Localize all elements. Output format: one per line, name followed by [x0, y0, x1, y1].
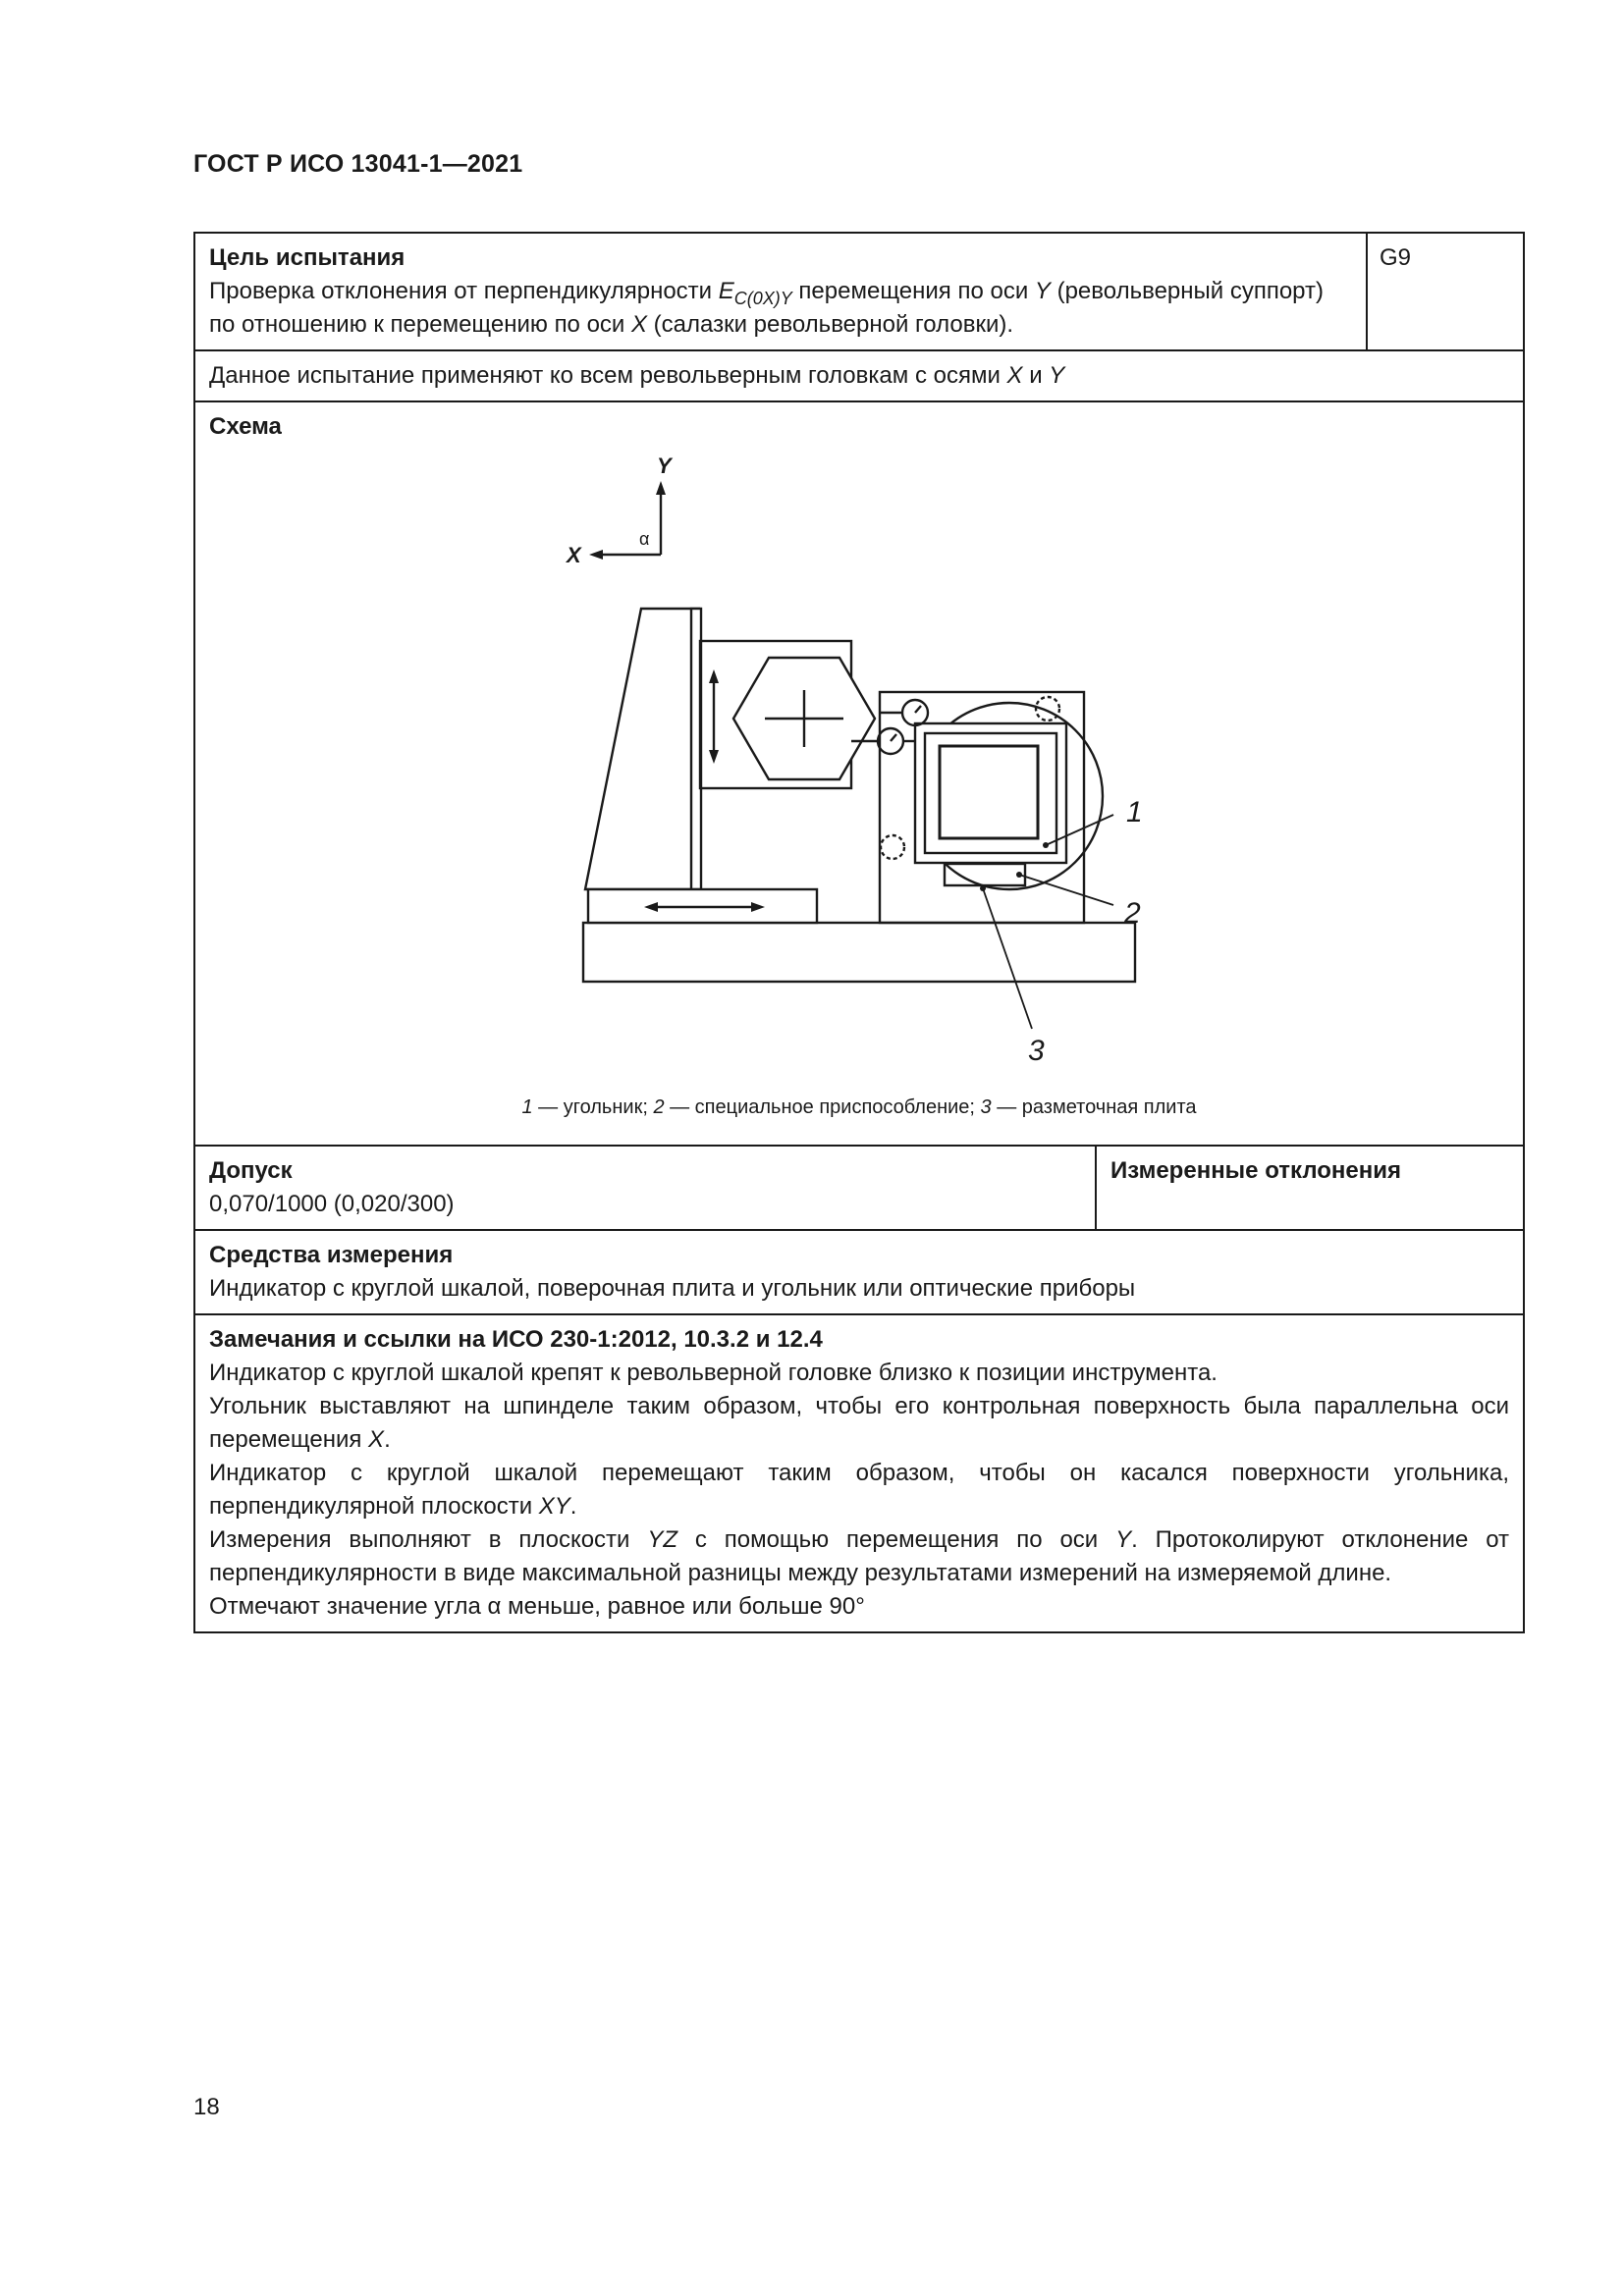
- symbol-e: E: [718, 278, 734, 304]
- diagram-row: [195, 402, 1523, 1147]
- instruments-text: Индикатор с круглой шкалой, поверочная плита и угольник или оптические приборы: [209, 1275, 1136, 1302]
- callout-2: 2: [1124, 897, 1141, 930]
- page-number: 18: [193, 2094, 220, 2120]
- tolerance-title: Допуск: [209, 1157, 293, 1184]
- notes-title: Замечания и ссылки на ИСО 230-1:2012, 10.3.2 и 12.4: [209, 1326, 823, 1353]
- notes-paragraph-2: Угольник выставляют на шпинделе таким образом, чтобы его контрольная поверхность была параллельна оси перемещения X.: [209, 1393, 1509, 1453]
- special-fixture: [945, 864, 1025, 885]
- applicability-text: Данное испытание применяют ко всем револьверным головкам с осями X и Y: [195, 349, 1523, 400]
- notes-paragraph-1: Индикатор с круглой шкалой крепят к револьверной головке близко к позиции инструмента.: [209, 1360, 1218, 1386]
- objective-text: Проверка отклонения от перпендикулярности $E_{C(0X)Y}$ перемещения по оси Y (револьверный суппорт) по отношению к перемещению по оси X (салазки револьверной головки).: [209, 278, 1324, 338]
- tolerance-cell: [195, 1147, 1097, 1229]
- objective-title: Цель испытания: [209, 244, 406, 271]
- machine-base: [583, 923, 1135, 982]
- notes-row: [195, 1315, 1523, 1631]
- symbol-subscript: C(0X)Y: [733, 289, 792, 308]
- diagram-title: Схема: [209, 413, 282, 440]
- angle-alpha-label: α: [639, 529, 650, 549]
- notes-paragraph-3: Индикатор с круглой шкалой перемещают таким образом, чтобы он касался поверхности угольника, перпендикулярной плоскости XY.: [209, 1460, 1509, 1520]
- axis-y-label: Y: [657, 454, 672, 478]
- objective-cell: [195, 234, 1368, 349]
- objective-row: [195, 234, 1523, 402]
- machine-column: [585, 609, 699, 889]
- standard-header: ГОСТ Р ИСО 13041-1—2021: [193, 150, 523, 178]
- notes-paragraph-4: Измерения выполняют в плоскости YZ с помощью перемещения по оси Y. Протоколируют отклонение от перпендикулярности в виде максимальной разницы между результатами измерений на измеряемой длине.: [209, 1526, 1510, 1586]
- test-code: G9: [1380, 244, 1412, 271]
- measured-deviations-title: Измеренные отклонения: [1110, 1157, 1402, 1184]
- instruments-title: Средства измерения: [209, 1242, 454, 1268]
- dial-gauge-4: [881, 835, 904, 859]
- square: [915, 723, 1066, 863]
- test-form-table: [193, 232, 1525, 1633]
- tolerance-value: 0,070/1000 (0,020/300): [209, 1191, 455, 1217]
- callout-3: 3: [1028, 1035, 1045, 1067]
- machine-diagram: [195, 402, 1523, 1145]
- axis-symbol: [565, 454, 674, 567]
- instruments-row: [195, 1231, 1523, 1315]
- notes-paragraph-5: Отмечают значение угла α меньше, равное или больше 90°: [209, 1593, 865, 1620]
- diagram-caption: 1 — угольник; 2 — специальное приспособление; 3 — разметочная плита: [521, 1096, 1197, 1118]
- callout-1: 1: [1126, 796, 1143, 828]
- tolerance-row: [195, 1147, 1523, 1231]
- axis-x-label: X: [567, 543, 581, 567]
- measured-deviations-cell: [1097, 1147, 1523, 1229]
